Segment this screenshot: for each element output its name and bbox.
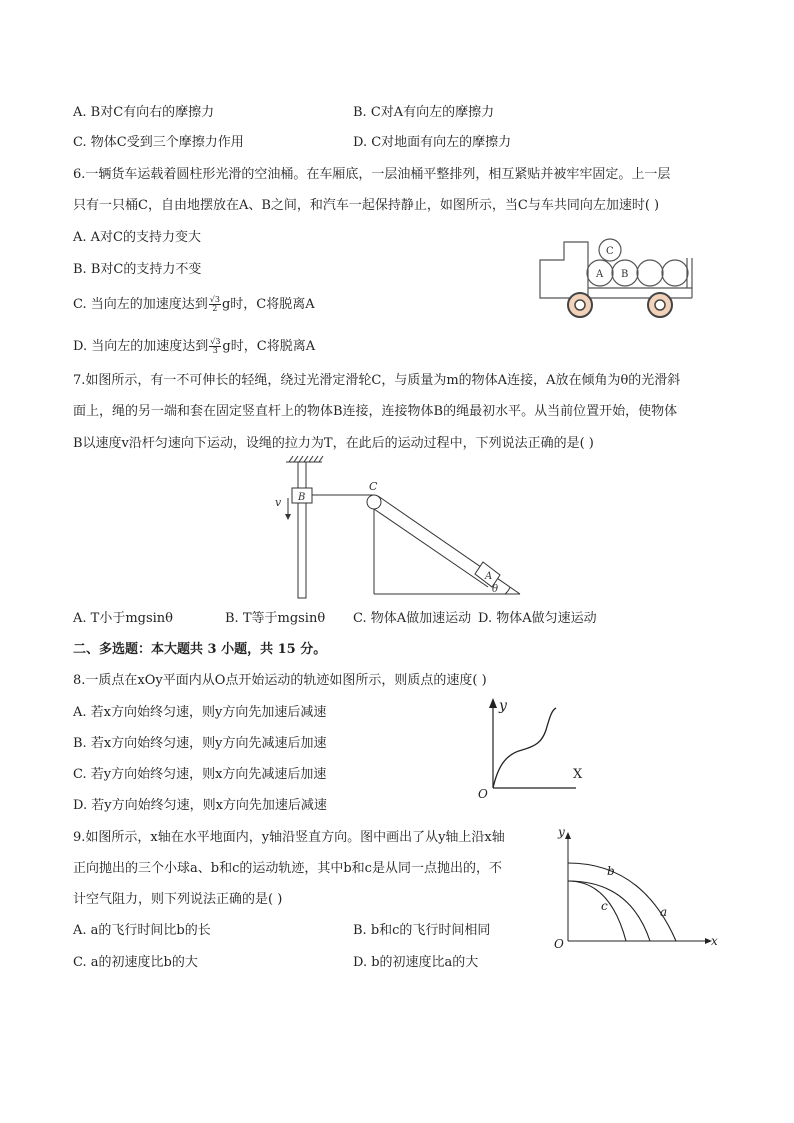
label-barrel-c: C [606, 246, 614, 257]
q7-option-a: A. T小于mgsinθ [73, 611, 174, 626]
front-wheel-hub [575, 300, 585, 310]
label-b: B [298, 492, 306, 503]
truck-cab [540, 242, 588, 298]
label-x: x [711, 934, 718, 948]
angle-arc [505, 587, 510, 594]
q5-option-a: A. B对C有向右的摩擦力 [73, 105, 215, 120]
q7-stem-line2: 面上，绳的另一端和套在固定竖直杆上的物体B连接，连接物体B的绳最初水平。从当前位置开始，使物体 [73, 404, 678, 419]
q7-stem-line3: B以速度v沿杆匀速向下运动，设绳的拉力为T，在此后的运动过程中，下列说法正确的是( ) [73, 436, 594, 451]
q5-option-d: D. C对地面有向左的摩擦力 [353, 135, 512, 150]
label-c: c [601, 899, 608, 913]
label-y: y [558, 825, 565, 839]
vertical-rod [298, 462, 306, 598]
q7-stem-line1: 7.如图所示，有一不可伸长的轻绳，绕过光滑定滑轮C，与质量为m的物体A连接，A放在倾角为θ的光滑斜 [73, 373, 681, 388]
label-a: a [660, 905, 668, 919]
q8-stem: 8.一质点在xOy平面内从O点开始运动的轨迹如图所示，则质点的速度( ) [73, 673, 487, 688]
q7-pulley-figure [262, 458, 530, 602]
q5-option-c: C. 物体C受到三个摩擦力作用 [73, 135, 244, 150]
hatch [299, 456, 303, 462]
q7-option-b: B. T等于mgsinθ [225, 611, 326, 626]
barrel-bottom-3 [637, 260, 663, 286]
q7-option-d: D. 物体A做匀速运动 [478, 611, 597, 626]
q9-option-a: A. a的飞行时间比b的长 [73, 923, 211, 938]
label-x: X [573, 767, 583, 782]
q9-option-b: B. b和c的飞行时间相同 [353, 923, 491, 938]
barrel-bottom-4 [662, 260, 688, 286]
trajectory-curve [493, 708, 556, 788]
rope-incline [374, 509, 488, 587]
y-axis-arrow [565, 832, 571, 839]
y-axis-arrow [489, 698, 497, 708]
label-v: v [275, 496, 282, 509]
q6-stem-line2: 只有一只桶C，自由地摆放在A、B之间，和汽车一起保持静止，如图所示，当C与车共同向左加速时( ) [73, 198, 660, 213]
q9-stem-line3: 计空气阻力，则下列说法正确的是( ) [73, 892, 283, 907]
q8-trajectory-figure [474, 696, 594, 800]
q6-option-d [73, 338, 315, 355]
q6-stem-line1: 6.一辆货车运载着圆柱形光滑的空油桶。在车厢底，一层油桶平整排列，相互紧贴并被牢牢固定。上一层 [73, 167, 671, 182]
hatch [289, 456, 293, 462]
q8-option-a: A. 若x方向始终匀速，则y方向先加速后减速 [73, 705, 327, 720]
label-origin: O [554, 937, 564, 951]
trajectory-c [568, 881, 626, 941]
label-c: C [369, 480, 378, 493]
q6-option-b: B. B对C的支持力不变 [73, 262, 202, 277]
q6-option-d-fraction [209, 338, 221, 355]
q6-option-d-prefix: D. 当向左的加速度达到 [73, 339, 209, 354]
label-a: A [485, 571, 493, 582]
trajectory-b [568, 881, 650, 941]
incline-top [378, 496, 520, 594]
q7-option-c: C. 物体A做加速运动 [353, 611, 472, 626]
q5-option-b: B. C对A有向左的摩擦力 [353, 105, 495, 120]
q6-truck-figure [536, 236, 696, 320]
q6-option-a: A. A对C的支持力变大 [73, 230, 201, 245]
hatch [294, 456, 298, 462]
velocity-arrowhead [285, 514, 291, 520]
rear-wheel-hub [655, 300, 665, 310]
q6-option-d-suffix: g时，C将脱离A [222, 339, 316, 354]
q9-stem-line2: 正向抛出的三个小球a、b和c的运动轨迹，其中b和c是从同一点抛出的，不 [73, 861, 502, 876]
q6-option-c [73, 296, 315, 313]
q9-option-d: D. b的初速度比a的大 [353, 955, 479, 970]
q8-option-d: D. 若y方向始终匀速，则x方向先加速后减速 [73, 798, 327, 813]
hatch [309, 456, 313, 462]
frac-denominator: 2 [212, 304, 218, 313]
label-y: y [499, 698, 507, 714]
label-barrel-b: B [621, 269, 629, 280]
frac-numerator: √3 [210, 337, 221, 346]
hatch [304, 456, 308, 462]
label-barrel-a: A [596, 269, 604, 280]
section-2-heading: 二、多选题：本大题共 3 小题，共 15 分。 [73, 642, 327, 657]
q9-option-c: C. a的初速度比b的大 [73, 955, 198, 970]
q8-option-c: C. 若y方向始终匀速，则x方向先减速后加速 [73, 767, 327, 782]
frac-numerator: √3 [209, 295, 220, 304]
hatch [314, 456, 318, 462]
hatch [319, 456, 323, 462]
q6-option-c-fraction [209, 296, 221, 313]
q9-projectile-figure [550, 824, 726, 950]
label-origin: O [478, 787, 488, 801]
q6-option-c-prefix: C. 当向左的加速度达到 [73, 297, 208, 312]
label-b: b [607, 864, 615, 878]
q9-stem-line1: 9.如图所示，x轴在水平地面内，y轴沿竖直方向。图中画出了从y轴上沿x轴 [73, 830, 505, 845]
frac-denominator: 3 [212, 346, 218, 355]
q6-option-c-suffix: g时，C将脱离A [221, 297, 315, 312]
q8-option-b: B. 若x方向始终匀速，则y方向先减速后加速 [73, 736, 327, 751]
label-theta: θ [492, 584, 499, 595]
